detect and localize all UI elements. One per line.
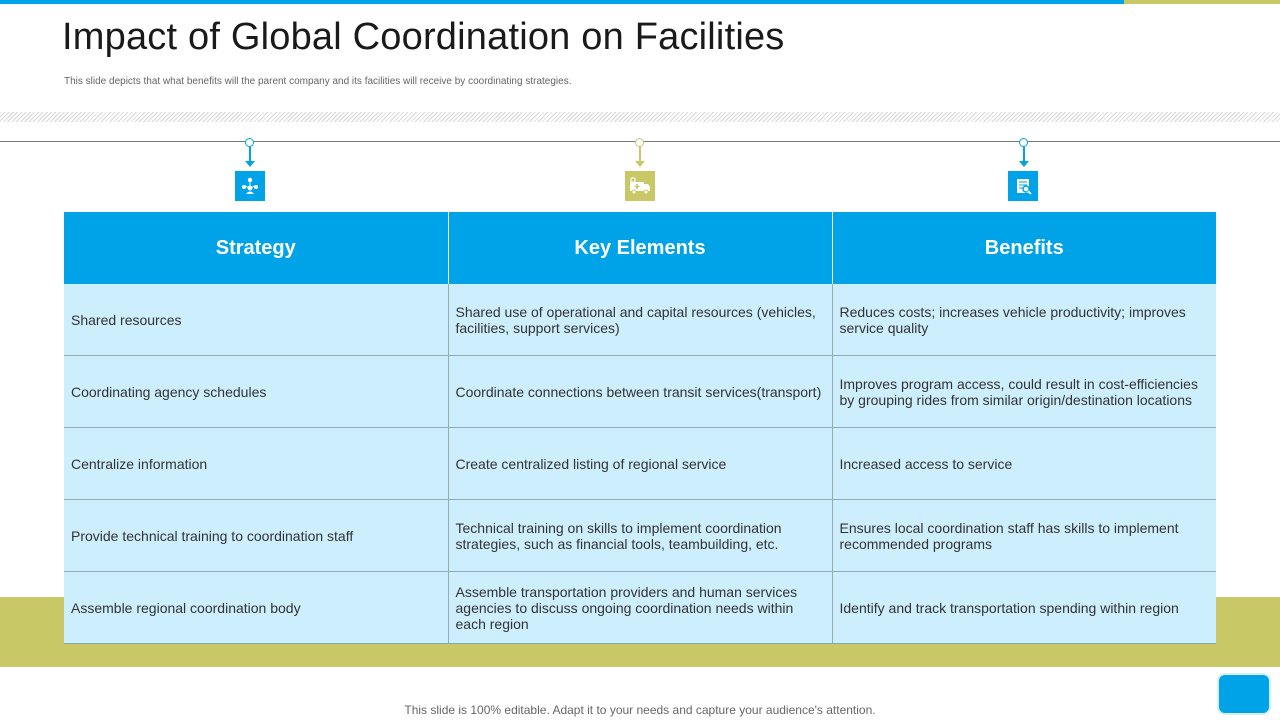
header-strategy: Strategy — [64, 212, 448, 284]
ambulance-icon — [625, 171, 655, 201]
timeline-pin-3 — [1019, 138, 1029, 167]
timeline-pin-1 — [245, 138, 255, 167]
top-accent-bar-olive — [1124, 0, 1280, 4]
people-network-icon — [235, 171, 265, 201]
table-header-row — [64, 212, 1216, 284]
table-row — [64, 500, 1216, 572]
cell-benefits: Increased access to service — [832, 428, 1216, 500]
cell-strategy: Provide technical training to coordination staff — [64, 500, 448, 572]
cell-benefits: Improves program access, could result in cost-efficiencies by grouping rides from similar origin/destination locations — [832, 356, 1216, 428]
corner-button[interactable] — [1217, 673, 1271, 715]
cell-key-elements: Coordinate connections between transit services(transport) — [448, 356, 832, 428]
table-row — [64, 572, 1216, 644]
cell-key-elements: Technical training on skills to implement coordination strategies, such as financial tools, teambuilding, etc. — [448, 500, 832, 572]
cell-strategy: Coordinating agency schedules — [64, 356, 448, 428]
header-benefits: Benefits — [832, 212, 1216, 284]
footer-note: This slide is 100% editable. Adapt it to your needs and capture your audience's attention. — [404, 703, 876, 717]
page-title: Impact of Global Coordination on Facilities — [62, 16, 785, 58]
cell-benefits: Identify and track transportation spending within region — [832, 572, 1216, 644]
strategy-table — [64, 212, 1216, 644]
timeline-pin-2 — [635, 138, 645, 167]
hatched-divider — [0, 112, 1280, 122]
cell-key-elements: Shared use of operational and capital resources (vehicles, facilities, support services) — [448, 284, 832, 356]
cell-benefits: Reduces costs; increases vehicle productivity; improves service quality — [832, 284, 1216, 356]
table-row — [64, 356, 1216, 428]
top-accent-bar-blue — [0, 0, 1124, 4]
document-review-icon — [1008, 171, 1038, 201]
page-subtitle: This slide depicts that what benefits will the parent company and its facilities will receive by coordinating strategies. — [64, 76, 572, 87]
cell-benefits: Ensures local coordination staff has skills to implement recommended programs — [832, 500, 1216, 572]
cell-strategy: Assemble regional coordination body — [64, 572, 448, 644]
cell-strategy: Centralize information — [64, 428, 448, 500]
header-key-elements: Key Elements — [448, 212, 832, 284]
cell-strategy: Shared resources — [64, 284, 448, 356]
table-row — [64, 284, 1216, 356]
table-row — [64, 428, 1216, 500]
cell-key-elements: Assemble transportation providers and human services agencies to discuss ongoing coordination needs within each region — [448, 572, 832, 644]
cell-key-elements: Create centralized listing of regional service — [448, 428, 832, 500]
